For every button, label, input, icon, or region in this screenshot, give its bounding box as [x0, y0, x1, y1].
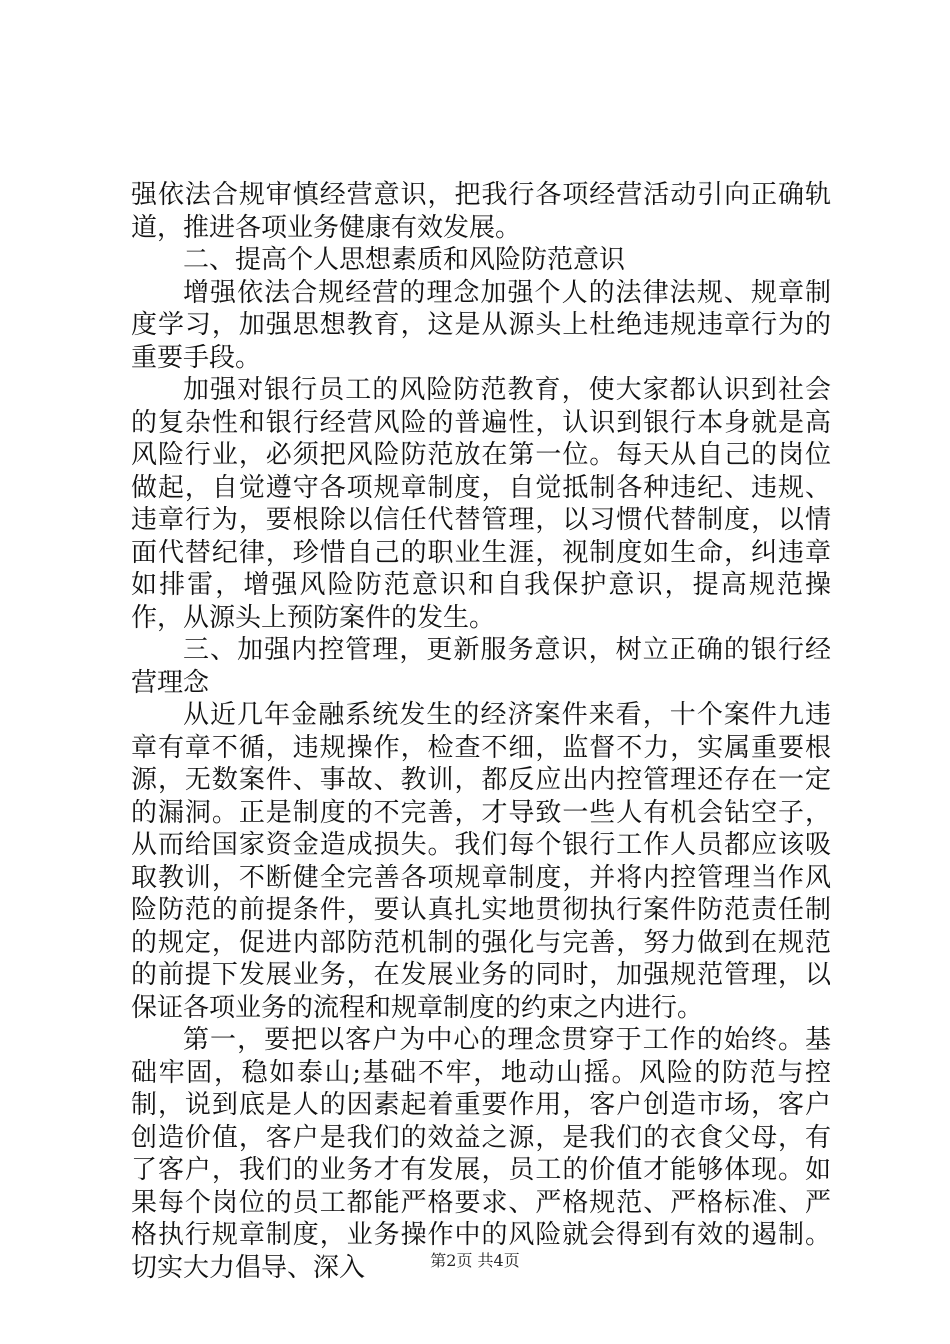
- document-body: [131, 179, 831, 1284]
- section-heading-2: 二、提高个人思想素质和风险防范意识: [183, 245, 626, 275]
- page-number-footer: 第2页 共4页: [430, 1251, 520, 1270]
- paragraph: 加强对银行员工的风险防范教育，使大家都认识到社会的复杂性和银行经营风险的普遍性，认识到银行本身就是高风险行业，必须把风险防范放在第一位。每天从自己的岗位做起，自觉遵守各项规章制度，自觉抵制各种违纪、违规、违章行为，要根除以信任代替管理，以习惯代替制度，以情面代替纪律，珍惜自己的职业生涯，视制度如生命，纠违章如排雷，增强风险防范意识和自我保护意识，提高规范操作，从源头上预防案件的发生。: [131, 375, 831, 633]
- paragraph-continuation: 强依法合规审慎经营意识，把我行各项经营活动引向正确轨道，推进各项业务健康有效发展。: [131, 180, 831, 243]
- paragraph: 第一，要把以客户为中心的理念贯穿于工作的始终。基础牢固，稳如泰山;基础不牢，地动山摇。风险的防范与控制，说到底是人的因素起着重要作用，客户创造市场，客户创造价值，客户是我们的效益之源，是我们的衣食父母，有了客户，我们的业务才有发展，员工的价值才能够体现。如果每个岗位的员工都能严格要求、严格规范、严格标准、严格执行规章制度，业务操作中的风险就会得到有效的遏制。切实大力倡导、深入: [131, 1025, 831, 1283]
- paragraph: 从近几年金融系统发生的经济案件来看，十个案件九违章有章不循，违规操作，检查不细，监督不力，实属重要根源，无数案件、事故、教训，都反应出内控管理还存在一定的漏洞。正是制度的不完善，才导致一些人有机会钻空子，从而给国家资金造成损失。我们每个银行工作人员都应该吸取教训，不断健全完善各项规章制度，并将内控管理当作风险防范的前提条件，要认真扎实地贯彻执行案件防范责任制的规定，促进内部防范机制的强化与完善，努力做到在规范的前提下发展业务，在发展业务的同时，加强规范管理，以保证各项业务的流程和规章制度的约束之内进行。: [131, 700, 831, 1023]
- paragraph: 增强依法合规经营的理念加强个人的法律法规、规章制度学习，加强思想教育，这是从源头上杜绝违规违章行为的重要手段。: [131, 277, 831, 373]
- section-heading-3: 三、加强内控管理，更新服务意识，树立正确的银行经营理念: [131, 635, 831, 698]
